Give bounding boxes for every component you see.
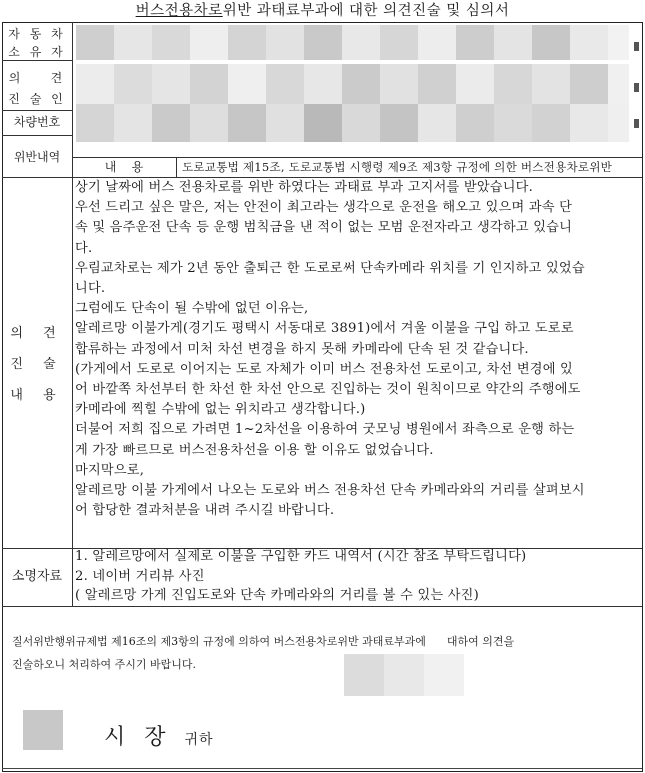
evidence-item: 1. 알레르망에서 실제로 이불을 구입한 카드 내역서 (시간 참조 부탁드립니다) — [75, 549, 527, 564]
honorific: 귀하 — [184, 732, 214, 748]
opinion-line: 니다. — [75, 281, 106, 297]
opinion-text — [75, 178, 641, 521]
opinion-line: 마지막으로, — [75, 462, 145, 478]
mayor-title: 시 장 — [104, 725, 172, 750]
violation-label: 위반내역 — [13, 150, 61, 164]
opinion-content-label: 의 견 진 술 내 용 — [10, 326, 64, 403]
form-title — [0, 0, 645, 22]
opinion-line: 우림교차로는 제가 2년 동안 출퇴근 한 도로로써 단속카메라 위치를 기 인지하고 있었습 — [75, 260, 585, 276]
opinion-line: 합류하는 과정에서 미처 차선 변경을 하지 못해 카메라에 단속 된 것 같습니다. — [75, 341, 529, 357]
opinion-line: 속 및 음주운전 단속 등 운행 범칙금을 낸 적이 없는 모범 운전자라고 생각하고 있습니 — [75, 220, 573, 236]
evidence-label: 소명자료 — [11, 569, 63, 584]
opinion-line: 상기 날짜에 버스 전용차로를 위반 하였다는 과태료 부과 고지서를 받았습니다. — [75, 180, 533, 195]
opinion-line: 카메라에 찍힐 수밖에 없는 위치라고 생각합니다.) — [75, 402, 366, 418]
vehicle-number-label: 차량번호 — [13, 115, 61, 129]
mayor-line — [104, 720, 214, 751]
opinion-line: 그럼에도 단속이 될 수밖에 없던 이유는, — [75, 301, 309, 317]
opinion-line: 우선 드리고 싶은 말은, 저는 안전이 최고라는 생각으로 운전을 해오고 있으며 과속 단 — [75, 200, 573, 216]
opinion-line: (가게에서 도로로 이어지는 도로 자체가 이미 버스 전용차선 도로이고, 차선 변경에 있 — [75, 361, 573, 377]
opinion-person-label: 의 견 진 술 인 — [8, 71, 66, 106]
content-value: 도로교통법 제15조, 도로교통법 시행령 제9조 제3항 규정에 의한 버스전용차로위반 — [182, 160, 613, 174]
form-title-underlined: 버스전용차로 — [135, 3, 223, 19]
opinion-line: 더불어 저희 집으로 가려면 1~2차선을 이용하여 굿모닝 병원에서 좌측으로 운행 하는 — [75, 422, 575, 438]
opinion-line: 알레르망 이불 가게에서 나오는 도로와 버스 전용차선 단속 카메라와의 거리를 살펴보시 — [75, 483, 585, 499]
redacted-city — [23, 710, 63, 750]
opinion-line: 어 합당한 결과처분을 내려 주시길 바랍니다. — [75, 503, 335, 519]
closing-text — [12, 630, 637, 676]
evidence-item: 2. 네이버 거리뷰 사진 — [75, 568, 205, 584]
owner-label: 자 동 차 소 유 자 — [8, 27, 66, 59]
evidence-item: ( 알레르망 가게 진입도로와 단속 카메라와의 거리를 볼 수 있는 사진) — [75, 588, 479, 603]
evidence-list — [75, 547, 641, 606]
redacted-opinion-person — [76, 64, 629, 104]
closing-line-2: 진술하오니 처리하여 주시기 바랍니다. — [12, 658, 197, 671]
form-title-rest: 위반 과태료부과에 대한 의견진술 및 심의서 — [222, 3, 510, 19]
opinion-line: 다. — [75, 240, 93, 256]
redacted-date — [344, 654, 464, 696]
content-label: 내 용 — [104, 160, 144, 174]
opinion-line: 어 바깥쪽 차선부터 한 차선 한 차선 안으로 진입하는 것이 원칙이므로 약간의 주행에도 — [75, 382, 581, 398]
redacted-vehicle — [76, 104, 629, 142]
redacted-owner — [76, 25, 629, 60]
closing-line-1: 질서위반행위규제법 제16조의 제3항의 규정에 의하여 버스전용차로위반 과태료부과에 대하여 의견을 — [12, 635, 515, 648]
opinion-line: 게 가장 빠르므로 버스전용차선을 이용 할 이유도 없었습니다. — [75, 442, 434, 458]
opinion-line: 알레르망 이불가게(경기도 평택시 서동대로 3891)에서 겨울 이불을 구입 하고 도로로 — [75, 321, 574, 337]
